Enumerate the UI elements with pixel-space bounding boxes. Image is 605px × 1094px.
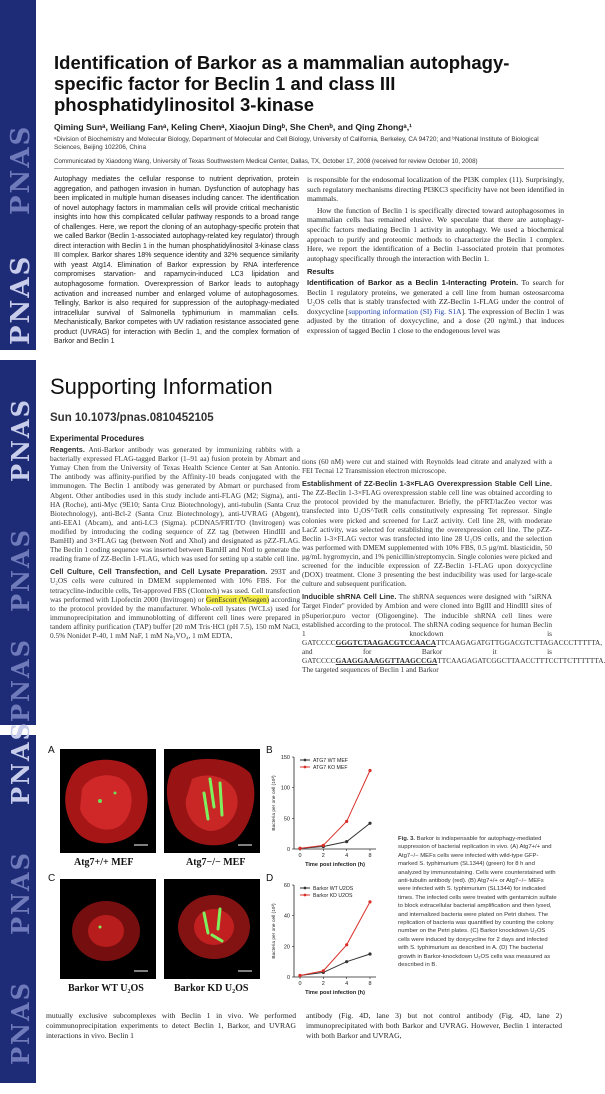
figure-caption	[398, 835, 558, 970]
results-subheading: Identification of Barkor as a Beclin 1-Interacting Protein.	[307, 277, 519, 287]
pnas-logo-faded: PNAS	[6, 124, 36, 215]
page-gap	[0, 350, 583, 360]
si-title: Supporting Information	[50, 374, 273, 399]
shrna-text-b: TTCAAGAGATGTTGGACGTCTTAGACCCTTTTTA, and for Barkor it is GATCCCC	[302, 637, 603, 665]
data-point	[368, 900, 371, 903]
y-tick-label: 100	[280, 785, 290, 792]
data-point	[368, 822, 371, 825]
stable-line-text: The ZZ-Beclin 1-3×FLAG overexpression stable cell line was obtained according to the protocol provided by the manufacturer. Briefly, the pFRT/lacZeo vector was transfected into U₂OS^TetR cells constitutively expressing Tet repressor. Single colonies were picked and screened for LacZ activity. Cell line 28, with moderate LacZ activity, was selected for establishing the overexpression cell line. The pZZ-Beclin 1-3×FLAG vector was transfected into line 28 U₂OS cells, and the selection was performed with DMEM supplemented with 10% FBS, 0.5 μg/mL blasticidin, 50 μg/mL hygromycin, and 1% penicillin/streptomycin. Single colonies were picked and screened for the inducible expression of ZZ-Beclin 1-FLAG upon doxycycline (DOX) treatment. Clone 3 presenting the best inducibility was used for large-scale culture and subsequent purification.	[302, 488, 552, 589]
caption-text: (A) Atg7+/+ and Atg7−/− MEFs cells were infected with wild-type GFP-marked S. typhimurium (SL1344) (green) for 8 h and analyzed by immunostaining. Cells were counterstained with anti-tubulin antibody (red). (B) Atg7+/+ or Atg7−/− MEFs were infected with S. typhimurium (SL1344) for indicated times. The infected cells were treated with gentamicin sulfate to block extracellular bacterial amplification and then lysed, and internalized bacteria were plated on Petri dishes. The replication of bacteria was quantified by counting the colony number on the Petri plates. (C) Barkor knockdown U₂OS cells were induced by doxycycline for 2 days and infected with S. typhimurium as described in A. (D) The bacterial growth in Barkor-knockdown U₂OS cells was measured as described in B.	[398, 844, 557, 969]
data-point	[322, 844, 325, 847]
panel-label-a: A	[48, 745, 55, 756]
stable-line-heading: Establishment of ZZ-Beclin 1-3×FLAG Overexpression Stable Cell Line.	[302, 479, 552, 489]
x-tick-label: 0	[298, 853, 302, 859]
body-text-left: mutually exclusive subcomplexes with Beclin 1 in vivo. We performed coimmunoprecipitation experiments to detect Beclin 1, Barkor, and UVRAG interactions in vivo. Beclin 1	[46, 1011, 296, 1040]
data-point	[298, 847, 301, 850]
label-barkor-kd: Barkor KD U₂OS	[174, 983, 249, 994]
legend-entry: Barkor WT U2OS	[313, 886, 354, 892]
x-tick-label: 4	[345, 981, 349, 987]
pnas-sidebar	[0, 0, 36, 350]
panel-label-b: B	[266, 745, 273, 756]
em-paragraph: tions (60 nM) were cut and stained with Reynolds lead citrate and analyzed with a FEI Tecnai 12 Transmission electron microscope.	[302, 457, 552, 476]
intro-paragraph-2: How the function of Beclin 1 is specifically directed toward autophagosomes in mammalian cells has remained elusive. We speculate that there are autophagy-specific factors mediating Beclin 1 activity in autophagy. We used a biochemical approach to purify and proteomic methods to characterize the Beclin 1 complex. Here, we report the identification of a Beclin 1-associated protein that promotes autophagy specifically through the interaction with Beclin 1.	[307, 205, 564, 263]
shrna-paragraph	[302, 592, 605, 675]
y-tick-label: 60	[283, 883, 290, 889]
cell-image-barkor-kd	[164, 879, 260, 979]
abstract: Autophagy mediates the cellular response to nutrient deprivation, protein aggregation, and pathogen invasion in human. Dysfunction of autophagy has been implicated in multiple human diseases including cancer. The identification of novel autophagy factors in mammalian cells will provide critical mechanistic insights into how this complicated cellular pathway responds to a broad range of challenges. Here, we report the cloning of an autophagy-specific protein that we called Barkor (Beclin 1-associated autophagy-related key regulator) through direct interaction with Beclin 1 in the human phosphatidylinositol 3-kinase class III complex. Barkor shares 18% sequence identity and 32% sequence similarity with yeast Atg14. Elimination of Barkor expression by RNA interference compromises starvation- and rapamycin-induced LC3 lipidation and autophagosome formation. Overexpression of Barkor leads to autophagy activation and increased number and enlarged volume of autophagosomes. Tellingly, Barkor is also required for suppression of the autophagy-mediated intracellular survival of Salmonella typhimurium in mammalian cells. Mechanistically, Barkor competes with UV radiation resistance associated gene product (UVRAG) for interaction with Beclin 1, and the complex formation of Barkor and Beclin 1	[54, 176, 299, 346]
legend-entry: ATG7 WT MEF	[313, 758, 348, 764]
affiliations: ᵃDivision of Biochemistry and Molecular Biology, Department of Molecular and Cell Biology, University of California, Berkeley, CA 94720; and ᵇNational Institute of Biological Sciences, Beijing 102206, China	[54, 136, 539, 151]
experimental-procedures-heading: Experimental Procedures	[50, 434, 145, 443]
pnas-sidebar	[0, 721, 36, 1083]
data-point	[345, 840, 348, 843]
pnas-logo: PNAS	[6, 721, 35, 805]
pnas-logo-faded: PNAS	[6, 981, 35, 1065]
shrna-heading: Inducible shRNA Cell Line.	[302, 592, 397, 602]
paper-title: Identification of Barkor as a mammalian autophagy-specific factor for Beclin 1 and class III phosphatidylinositol 3-kinase	[54, 52, 510, 115]
cell-image-barkor-wt	[60, 879, 156, 979]
micrograph-barkor-wt	[60, 879, 156, 979]
intro-column	[307, 175, 564, 338]
data-point	[345, 943, 348, 946]
legend-marker	[304, 759, 307, 762]
page-gap	[0, 725, 583, 735]
reagents-heading: Reagents.	[50, 445, 85, 455]
highlighted-reagent: GenEscort (Wisegen)	[206, 594, 270, 604]
results-paragraph	[307, 278, 564, 336]
figure-page	[0, 721, 583, 1083]
x-axis-label: Time post infection (h)	[305, 990, 365, 996]
data-point	[322, 969, 325, 972]
shrna-text-a: The shRNA sequences were designed with "siRNA Target Finder" provided by Ambion and were cloned into BglII and HindIII sites of pSuperior.puro vector (Oligoengine). The inducible shRNA cell lines were established according to the protocol. The shRNA coding sequence for human Beclin 1 knockdown is GATCCCC	[302, 592, 552, 647]
data-point	[345, 960, 348, 963]
series-line-1	[300, 770, 370, 848]
supporting-information-page	[0, 360, 605, 725]
cell-culture-text-a: 293T and U₂OS cells were cultured in DMEM supplemented with 10% FBS. For the tetracycline-inducible cells, Tet-approved FBS (Clontech) was used. Cell transfection was performed with Lipofectin 2000 (Invitrogen) or	[50, 567, 300, 604]
reagents-text: Anti-Barkor antibody was generated by immunizing rabbits with a bacterially expressed FLAG-tagged Barkor (1–91 aa) fusion protein by Abmart and Yumay Chen from the University of Texas Health Science Center at San Antonio. The antibody was affinity-purified by the Affinity-10 beads conjugated with the immunogen. The Beclin 1 antibody was generated by Abmart or purchased from Abgent. Other antibodies used in this study include anti-FLAG (M2; Sigma), anti-HA (Roche), anti-Myc (9E10; Santa Cruz Biotechnology), anti-tubulin (Santa Cruz Biotechnology), anti-Bcl-2 (Santa Cruz Biotechnology), anti-UVRAG (Abgent), anti-EEA1 (Abcam), and anti-LC3 (Sigma). pCDNA5/FRT/TO (Invitrogen) was modified by introducing the coding sequence of ZZ tag (between HindIII and BamHI) and 3×FLAG tag (between NotI and XhoI) and designated as pZZ-FLAG. The Beclin 1 coding sequence was inserted between BamHI and NotI to generate the reading frame of ZZ-Beclin 1-FLAG, which was used for setting up a stable cell line.	[50, 445, 300, 564]
series-line-1	[300, 902, 370, 976]
figure-3	[46, 745, 376, 1001]
label-atg7-ko: Atg7−/− MEF	[186, 857, 246, 868]
stable-line-paragraph	[302, 479, 552, 588]
caption-bold: Barkor is indispensable for autophagy-mediated suppression of bacterial replication in vivo.	[398, 836, 542, 851]
label-barkor-wt: Barkor WT U₂OS	[68, 983, 144, 994]
x-tick-label: 2	[321, 853, 325, 859]
micrograph-barkor-kd	[164, 879, 260, 979]
data-point	[298, 974, 301, 977]
pnas-logo-faded: PNAS	[6, 528, 35, 612]
shrna-text-c: TTCAAGAGATCGGCTTAACCTTTCCTTCTTTTTTA. The targeted sequences of Beclin 1 and Barkor	[302, 655, 605, 675]
cell-culture-text-b: according to the protocol provided by the manufacturer. Whole-cell lysates (WCLs) used for immunoprecipitation and immunoblotting of different cell lines were prepared in tandem affinity purification (TAP) buffer [20 mM Tris·HCl (pH 7.5), 150 mM NaCl, 0.5% Nonidet P-40, 1 mM NaF, 1 mM Na₃VO₄, 1 mM EDTA,	[50, 594, 301, 640]
chart-b	[268, 749, 383, 871]
legend-marker	[304, 766, 307, 769]
y-tick-label: 20	[283, 944, 290, 951]
y-tick-label: 0	[286, 975, 290, 981]
si-doi: Sun 10.1073/pnas.0810452105	[50, 412, 214, 424]
cell-culture-heading: Cell Culture, Cell Transfection, and Cell Lysate Preparation.	[50, 567, 268, 577]
data-point	[368, 769, 371, 772]
x-axis-label: Time post infection (h)	[305, 862, 365, 868]
y-axis-label: Bacteria per one cell (10³)	[272, 775, 277, 831]
pnas-logo: PNAS	[6, 254, 36, 345]
y-tick-label: 50	[283, 816, 290, 823]
micrograph-atg7-ko	[164, 749, 260, 853]
barkor-target-sequence: GAAGGAAAGGTTAAGCCGA	[335, 655, 438, 665]
x-tick-label: 0	[298, 981, 302, 987]
author-list: Qiming Sunᵃ, Weiliang Fanᵃ, Keling Chenᵃ, Xiaojun Dingᵇ, She Chenᵇ, and Qing Zhongᵃ,¹	[54, 122, 413, 132]
y-axis-label: Bacteria per one cell (10³)	[272, 903, 277, 959]
cell-culture-paragraph	[50, 567, 300, 640]
label-atg7-wt: Atg7+/+ MEF	[74, 857, 134, 868]
data-point	[345, 820, 348, 823]
cell-image-ko	[164, 749, 260, 853]
y-tick-label: 0	[286, 847, 290, 853]
pnas-sidebar	[0, 360, 36, 725]
si-right-column	[302, 457, 605, 678]
body-text-right: antibody (Fig. 4D, lane 3) but not control antibody (Fig. 4D, lane 2) immunoprecipitated with both Barkor and UVRAG. However, Beclin 1 interacted with both Barkor and UVRAG,	[306, 1011, 562, 1040]
communicated-by: Communicated by Xiaodong Wang, University of Texas Southwestern Medical Center, Dallas, TX, October 17, 2008 (received for review October 10, 2008)	[54, 158, 564, 169]
panel-label-d: D	[266, 873, 274, 884]
y-tick-label: 150	[280, 755, 290, 761]
si-left-column	[50, 434, 300, 644]
cell-image-wt	[60, 749, 156, 853]
panel-label-c: C	[48, 873, 56, 884]
x-tick-label: 8	[368, 981, 372, 987]
si-figure-link[interactable]: supporting information (SI) Fig. S1A	[348, 306, 462, 316]
data-point	[368, 952, 371, 955]
pnas-logo: PNAS	[6, 398, 35, 482]
legend-entry: ATG7 KO MEF	[313, 765, 348, 771]
legend-entry: Barkor KD U2OS	[313, 893, 353, 899]
series-line-0	[300, 823, 370, 848]
pnas-logo-faded: PNAS	[6, 638, 35, 722]
legend-marker	[304, 894, 307, 897]
results-text-a: To search for Beclin 1 regulatory proteins, we generated a cell line from human osteosarcoma U₂OS cells that is stably transfected with ZZ-Beclin 1-FLAG under the control of doxycycline [	[307, 277, 564, 316]
pnas-logo-faded: PNAS	[6, 851, 35, 935]
chart-d	[268, 877, 383, 999]
legend-marker	[304, 887, 307, 890]
intro-paragraph-1: is responsible for the endosomal localization of the PI3K complex (11). Surprisingly, such regulatory mechanisms directing PI3KC3 specificity have not been identified in mammals.	[307, 175, 564, 204]
article-first-page	[0, 0, 583, 350]
micrograph-atg7-wt	[60, 749, 156, 853]
caption-title: Fig. 3.	[398, 836, 416, 842]
results-heading: Results	[307, 267, 335, 277]
x-tick-label: 2	[321, 981, 325, 987]
y-tick-label: 40	[283, 913, 290, 920]
results-text-b: ]. The expression of Beclin 1 was adjusted by the titration of doxycycline, and a dose (20 ng/mL) that induces expression of tagged Beclin 1 close to the endogenous level was	[307, 306, 565, 335]
beclin-target-sequence: GGGTCTAAGACGTCCAACA	[335, 637, 437, 647]
reagents-paragraph	[50, 445, 300, 563]
x-tick-label: 4	[345, 853, 349, 859]
x-tick-label: 8	[368, 853, 372, 859]
